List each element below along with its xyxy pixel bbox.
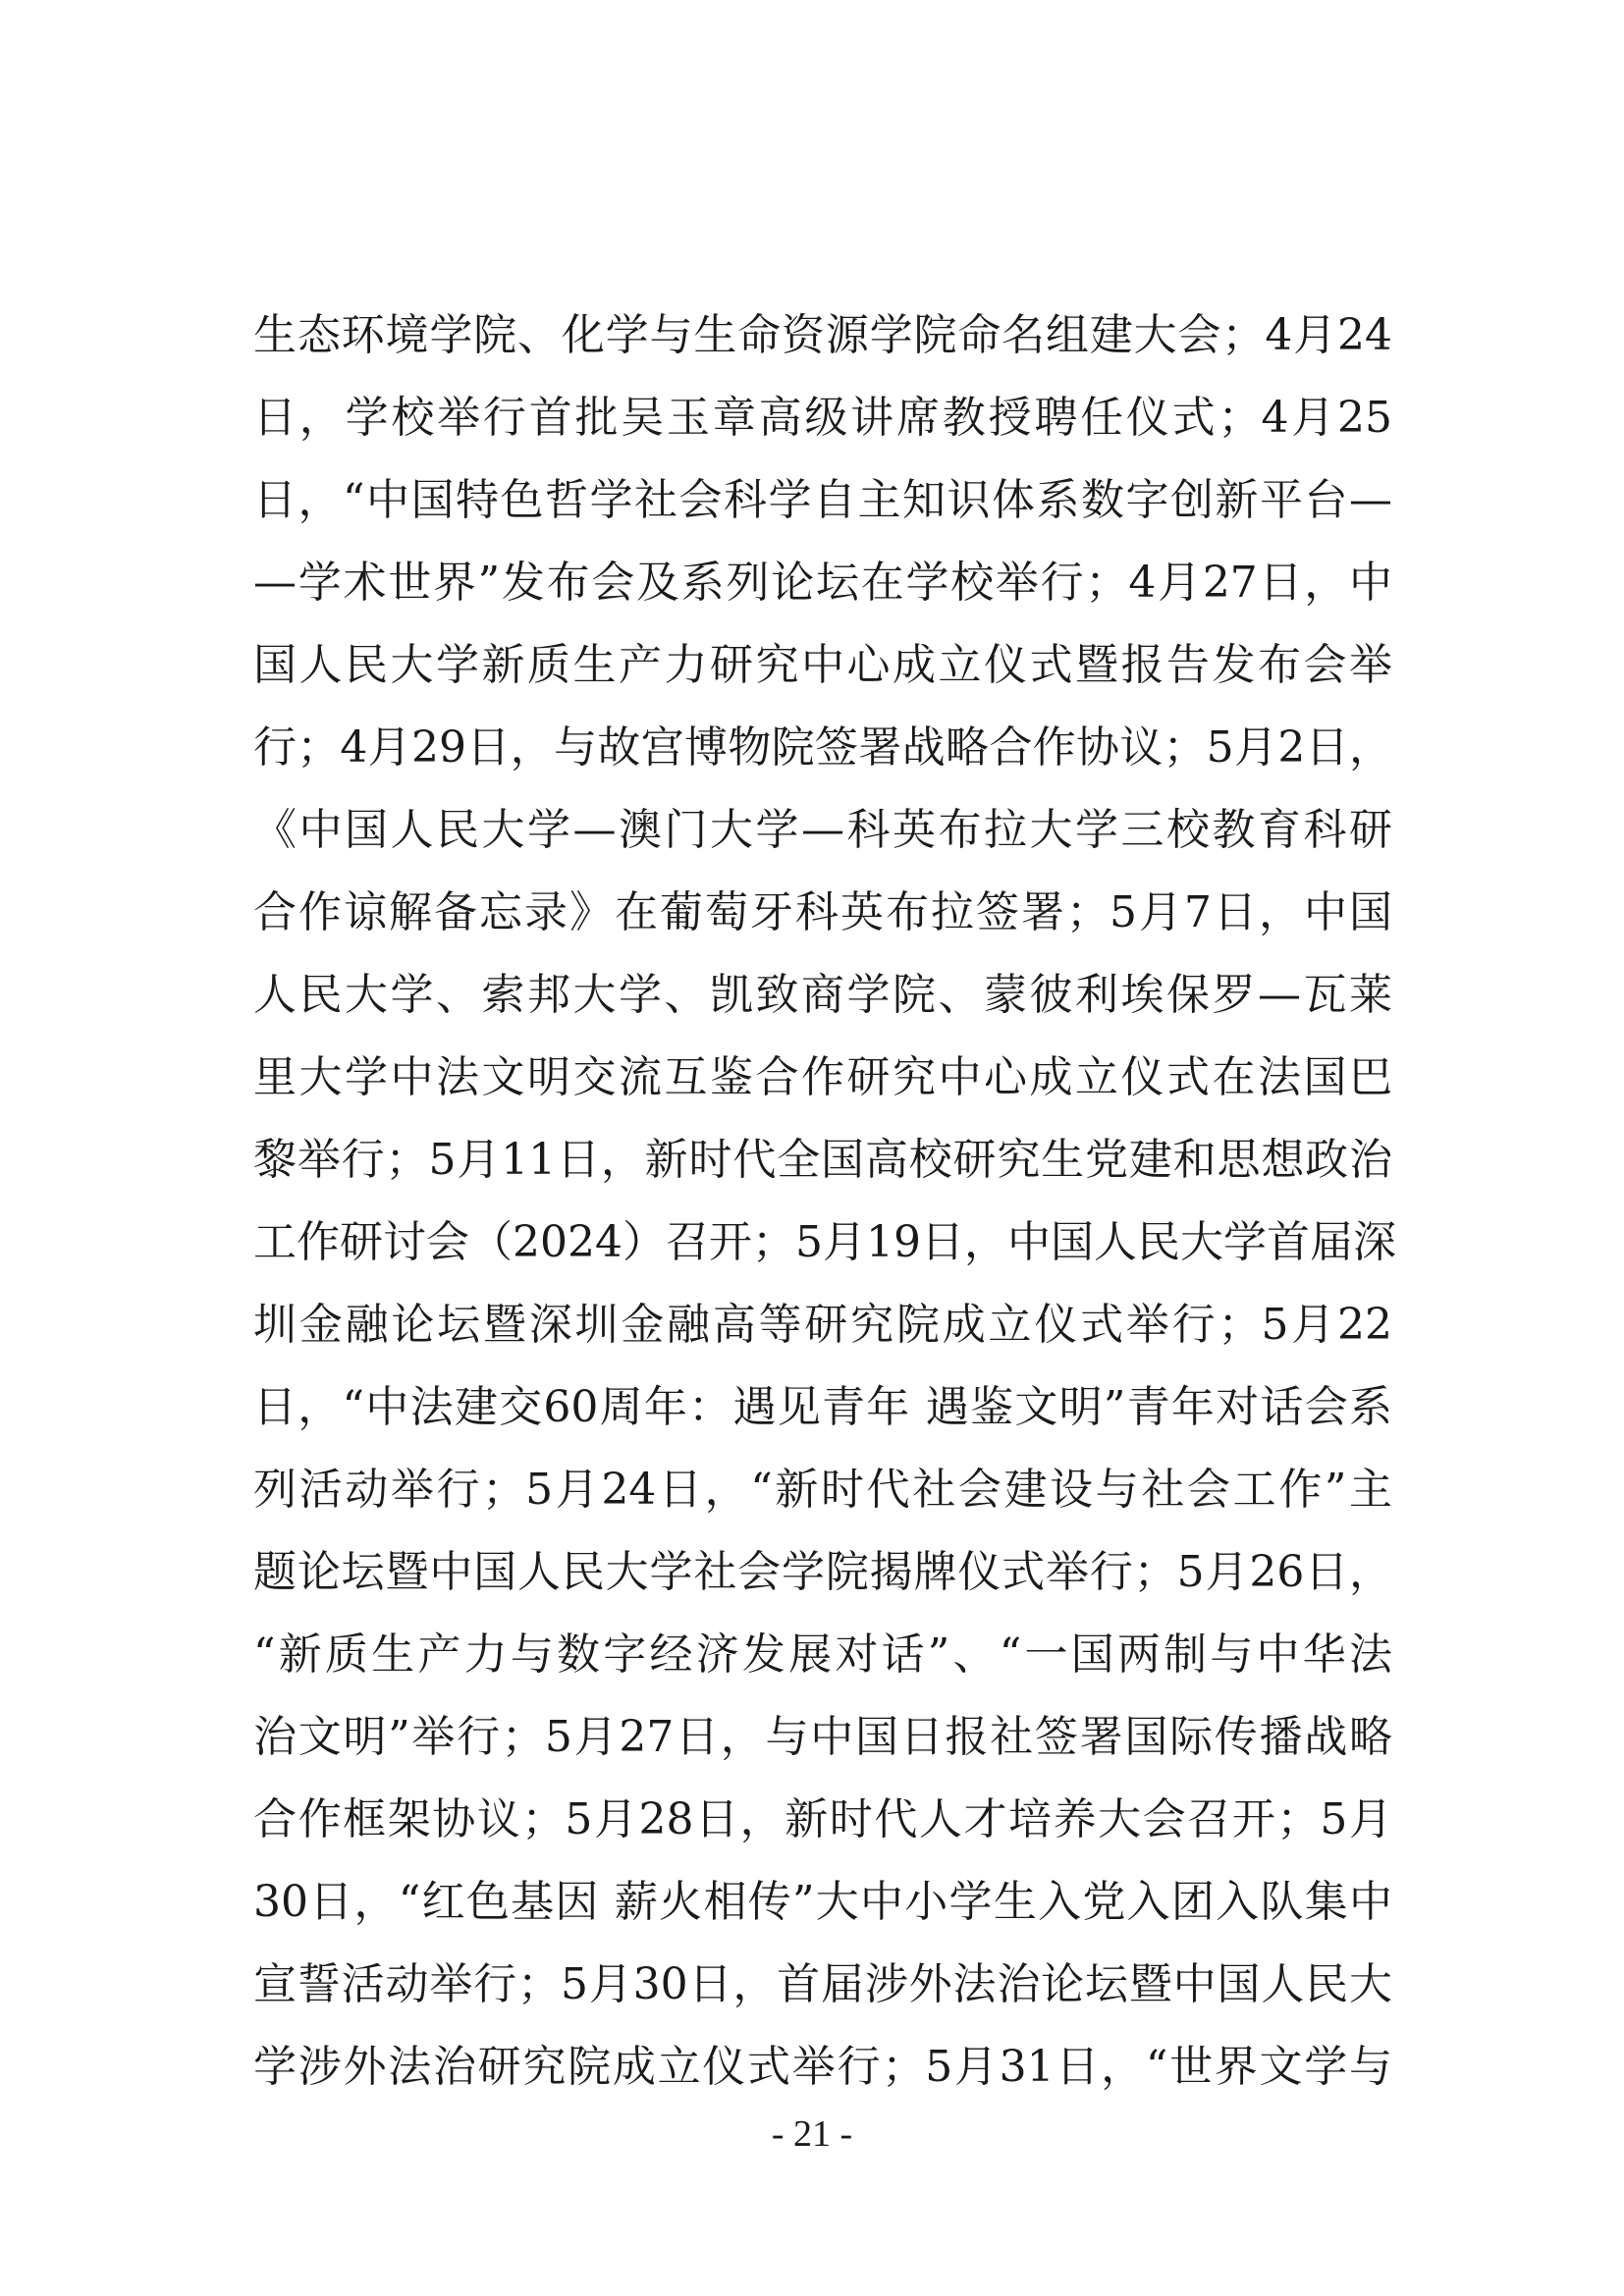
text-line: 黎举行；5月11日，新时代全国高校研究生党建和思想政治 <box>253 1135 1392 1185</box>
text-line: 题论坛暨中国人民大学社会学院揭牌仪式举行；5月26日， <box>253 1547 1392 1597</box>
text-line: 学涉外法治研究院成立仪式举行；5月31日，“世界文学与 <box>253 2042 1392 2092</box>
text-line: 宣誓活动举行；5月30日，首届涉外法治论坛暨中国人民大 <box>253 1959 1392 2009</box>
text-line: 行；4月29日，与故宫博物院签署战略合作协议；5月2日， <box>253 722 1392 773</box>
text-line: 生态环境学院、化学与生命资源学院命名组建大会；4月24 <box>253 310 1392 360</box>
text-line: 30日，“红色基因 薪火相传”大中小学生入党入团入队集中 <box>253 1877 1392 1927</box>
text-line: 《中国人民大学—澳门大学—科英布拉大学三校教育科研 <box>253 805 1392 855</box>
page-number: - 21 - <box>771 2113 853 2155</box>
text-line: 日，学校举行首批吴玉章高级讲席教授聘任仪式；4月25 <box>253 393 1392 443</box>
text-line: 治文明”举行；5月27日，与中国日报社签署国际传播战略 <box>253 1712 1392 1762</box>
text-line: —学术世界”发布会及系列论坛在学校举行；4月27日，中 <box>253 558 1392 608</box>
text-line: “新质生产力与数字经济发展对话”、“一国两制与中华法 <box>253 1629 1392 1680</box>
text-line: 合作谅解备忘录》在葡萄牙科英布拉签署；5月7日，中国 <box>253 887 1392 937</box>
text-line: 日，“中法建交60周年：遇见青年 遇鉴文明”青年对话会系 <box>253 1382 1392 1432</box>
text-line: 工作研讨会（2024）召开；5月19日，中国人民大学首届深 <box>253 1217 1396 1267</box>
body-text <box>253 294 1396 2109</box>
text-line: 圳金融论坛暨深圳金融高等研究院成立仪式举行；5月22 <box>253 1300 1392 1350</box>
text-line: 人民大学、索邦大学、凯致商学院、蒙彼利埃保罗—瓦莱 <box>253 970 1392 1020</box>
text-line: 国人民大学新质生产力研究中心成立仪式暨报告发布会举 <box>253 640 1392 690</box>
text-line: 里大学中法文明交流互鉴合作研究中心成立仪式在法国巴 <box>253 1052 1392 1102</box>
text-line: 日，“中国特色哲学社会科学自主知识体系数字创新平台— <box>253 475 1392 525</box>
text-line: 列活动举行；5月24日，“新时代社会建设与社会工作”主 <box>253 1465 1392 1515</box>
text-line: 合作框架协议；5月28日，新时代人才培养大会召开；5月 <box>253 1794 1392 1844</box>
